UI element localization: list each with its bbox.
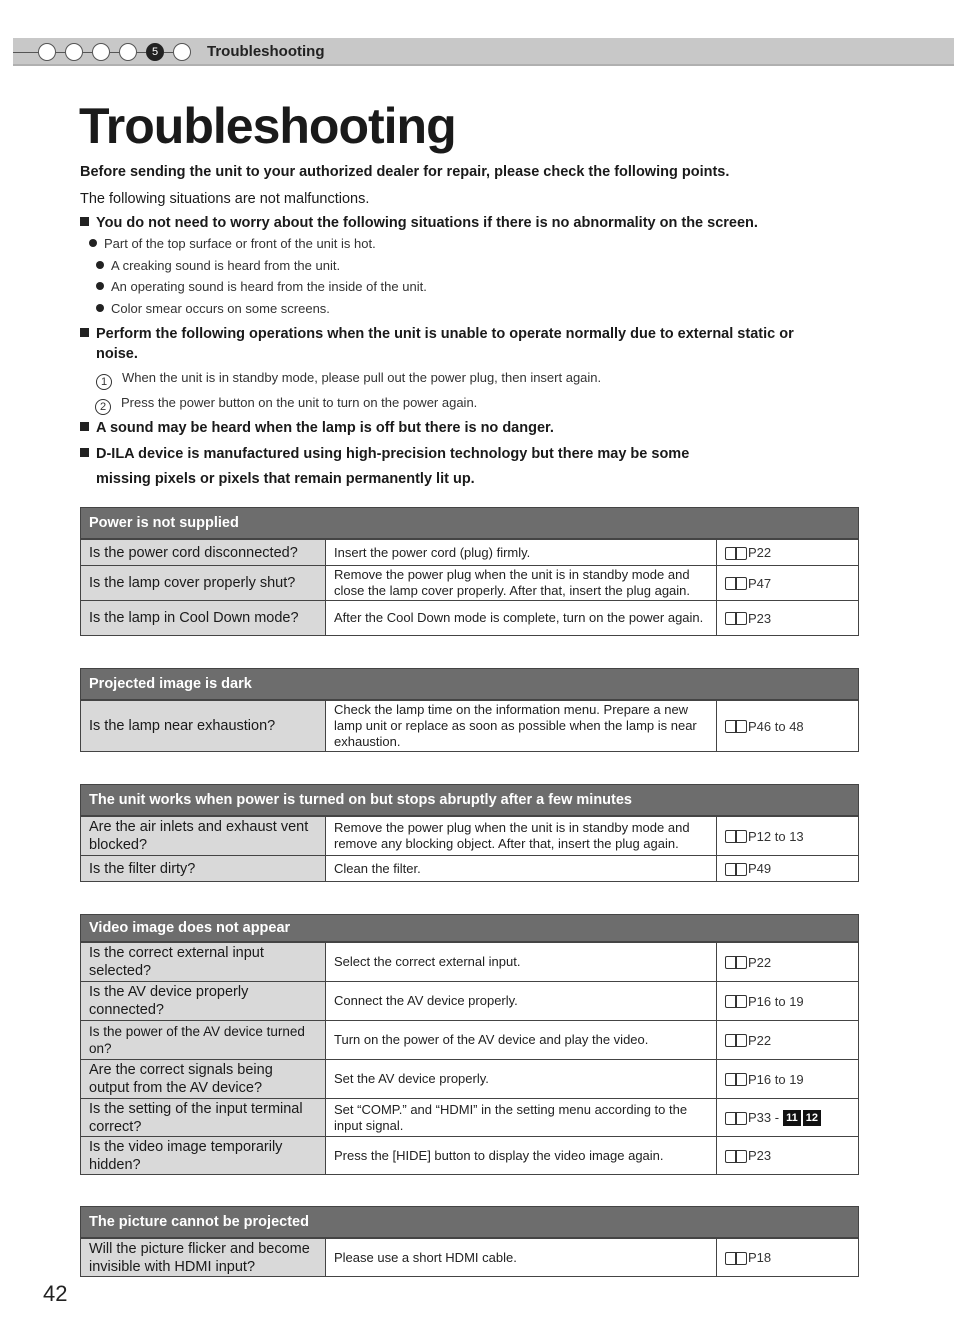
manual-book-icon xyxy=(725,720,747,732)
manual-book-icon xyxy=(725,612,747,624)
table-row xyxy=(81,600,858,635)
numbered-step: 2 Press the power button on the unit to turn on the power again. xyxy=(95,395,477,415)
manual-book-icon xyxy=(725,1150,747,1162)
question-cell: Is the lamp cover properly shut? xyxy=(81,566,326,600)
table-power-not-supplied xyxy=(80,507,859,636)
reference-cell: P23 xyxy=(717,601,858,635)
table-row xyxy=(81,1020,858,1059)
answer-cell: Set “COMP.” and “HDMI” in the setting menu according to the input signal. xyxy=(326,1099,717,1136)
question-cell: Is the setting of the input terminal correct? xyxy=(81,1099,326,1136)
point-heading: D-ILA device is manufactured using high-precision technology but there may be some missing pixels or pixels that remain permanently lit up. xyxy=(80,442,860,492)
table-row xyxy=(81,1059,858,1098)
reference-cell: P12 to 13 xyxy=(717,817,858,855)
page-tag: 11 xyxy=(783,1110,801,1126)
reference-cell: P49 xyxy=(717,856,858,881)
table-row xyxy=(81,1136,858,1174)
square-bullet-icon xyxy=(80,328,89,337)
reference-cell: P16 to 19 xyxy=(717,1060,858,1098)
manual-book-icon xyxy=(725,995,747,1007)
question-cell: Is the video image temporarily hidden? xyxy=(81,1137,326,1174)
reference-cell: P22 xyxy=(717,540,858,565)
manual-book-icon xyxy=(725,1252,747,1264)
point-heading: Perform the following operations when the unit is unable to operate normally due to external static or noise. xyxy=(80,324,860,364)
bullet-dot-icon xyxy=(96,282,104,290)
question-cell: Will the picture flicker and become invisible with HDMI input? xyxy=(81,1239,326,1276)
table-row xyxy=(81,565,858,600)
table-title: Power is not supplied xyxy=(81,508,858,539)
chapter-steps xyxy=(38,43,200,61)
table-row xyxy=(81,1238,858,1276)
page-tag: 12 xyxy=(803,1110,821,1126)
table-row xyxy=(81,942,858,981)
table-cannot-project xyxy=(80,1206,859,1277)
question-cell: Are the air inlets and exhaust vent blocked? xyxy=(81,817,326,855)
reference-cell: P23 xyxy=(717,1137,858,1174)
question-cell: Is the lamp near exhaustion? xyxy=(81,701,326,751)
step-number-icon: 1 xyxy=(96,374,112,390)
answer-cell: Remove the power plug when the unit is in standby mode and remove any blocking object. After that, insert the plug again. xyxy=(326,817,717,855)
bullet-item: Color smear occurs on some screens. xyxy=(96,301,330,317)
reference-cell: P46 to 48 xyxy=(717,701,858,751)
reference-cell: P16 to 19 xyxy=(717,982,858,1020)
table-row xyxy=(81,855,858,881)
table-video-not-appear xyxy=(80,914,859,1175)
answer-cell: Clean the filter. xyxy=(326,856,717,881)
chapter-step xyxy=(38,43,56,61)
square-bullet-icon xyxy=(80,448,89,457)
reference-cell: P47 xyxy=(717,566,858,600)
manual-book-icon xyxy=(725,1112,747,1124)
bullet-item: A creaking sound is heard from the unit. xyxy=(96,258,340,274)
section-label: Troubleshooting xyxy=(207,43,325,60)
reference-cell: P22 xyxy=(717,943,858,981)
table-title: The picture cannot be projected xyxy=(81,1207,858,1238)
manual-book-icon xyxy=(725,863,747,875)
intro-bold: Before sending the unit to your authorized dealer for repair, please check the following points. xyxy=(80,164,730,180)
manual-book-icon xyxy=(725,1034,747,1046)
table-title: Video image does not appear xyxy=(81,915,858,942)
answer-cell: Please use a short HDMI cable. xyxy=(326,1239,717,1276)
answer-cell: Turn on the power of the AV device and play the video. xyxy=(326,1021,717,1059)
point-heading: You do not need to worry about the following situations if there is no abnormality on the screen. xyxy=(80,213,860,233)
bullet-item: An operating sound is heard from the inside of the unit. xyxy=(96,279,427,295)
chapter-step-active: 5 xyxy=(146,43,164,61)
bullet-item: Part of the top surface or front of the unit is hot. xyxy=(89,236,376,252)
table-row xyxy=(81,1098,858,1136)
reference-cell: P33 - 11 12 xyxy=(717,1099,858,1136)
step-number-icon: 2 xyxy=(95,399,111,415)
reference-cell: P22 xyxy=(717,1021,858,1059)
question-cell: Is the filter dirty? xyxy=(81,856,326,881)
answer-cell: Press the [HIDE] button to display the video image again. xyxy=(326,1137,717,1174)
reference-cell: P18 xyxy=(717,1239,858,1276)
answer-cell: Connect the AV device properly. xyxy=(326,982,717,1020)
answer-cell: Set the AV device properly. xyxy=(326,1060,717,1098)
answer-cell: Remove the power plug when the unit is in standby mode and close the lamp cover properly. After that, insert the plug again. xyxy=(326,566,717,600)
page-number: 42 xyxy=(43,1281,68,1306)
square-bullet-icon xyxy=(80,422,89,431)
answer-cell: Insert the power cord (plug) firmly. xyxy=(326,540,717,565)
table-image-dark xyxy=(80,668,859,752)
point-heading: A sound may be heard when the lamp is off but there is no danger. xyxy=(80,418,860,438)
table-row xyxy=(81,981,858,1020)
table-title: Projected image is dark xyxy=(81,669,858,700)
question-cell: Is the power cord disconnected? xyxy=(81,540,326,565)
intro-plain: The following situations are not malfunctions. xyxy=(80,191,370,207)
table-row xyxy=(81,816,858,855)
square-bullet-icon xyxy=(80,217,89,226)
chapter-step xyxy=(119,43,137,61)
answer-cell: After the Cool Down mode is complete, turn on the power again. xyxy=(326,601,717,635)
question-cell: Is the power of the AV device turned on? xyxy=(81,1021,326,1059)
numbered-step: 1 When the unit is in standby mode, please pull out the power plug, then insert again. xyxy=(96,370,601,390)
manual-book-icon xyxy=(725,547,747,559)
question-cell: Is the correct external input selected? xyxy=(81,943,326,981)
manual-book-icon xyxy=(725,830,747,842)
manual-book-icon xyxy=(725,1073,747,1085)
bullet-dot-icon xyxy=(96,261,104,269)
bullet-dot-icon xyxy=(96,304,104,312)
question-cell: Is the AV device properly connected? xyxy=(81,982,326,1020)
chapter-step xyxy=(173,43,191,61)
page-title: Troubleshooting xyxy=(79,98,456,154)
question-cell: Is the lamp in Cool Down mode? xyxy=(81,601,326,635)
bullet-dot-icon xyxy=(89,239,97,247)
table-row xyxy=(81,700,858,751)
chapter-step xyxy=(92,43,110,61)
question-cell: Are the correct signals being output from the AV device? xyxy=(81,1060,326,1098)
manual-book-icon xyxy=(725,577,747,589)
answer-cell: Check the lamp time on the information menu. Prepare a new lamp unit or replace as soon as possible when the lamp is near exhaustion. xyxy=(326,701,717,751)
table-stops-abruptly xyxy=(80,784,859,882)
manual-book-icon xyxy=(725,956,747,968)
table-row xyxy=(81,539,858,565)
chapter-step xyxy=(65,43,83,61)
table-title: The unit works when power is turned on but stops abruptly after a few minutes xyxy=(81,785,858,816)
answer-cell: Select the correct external input. xyxy=(326,943,717,981)
